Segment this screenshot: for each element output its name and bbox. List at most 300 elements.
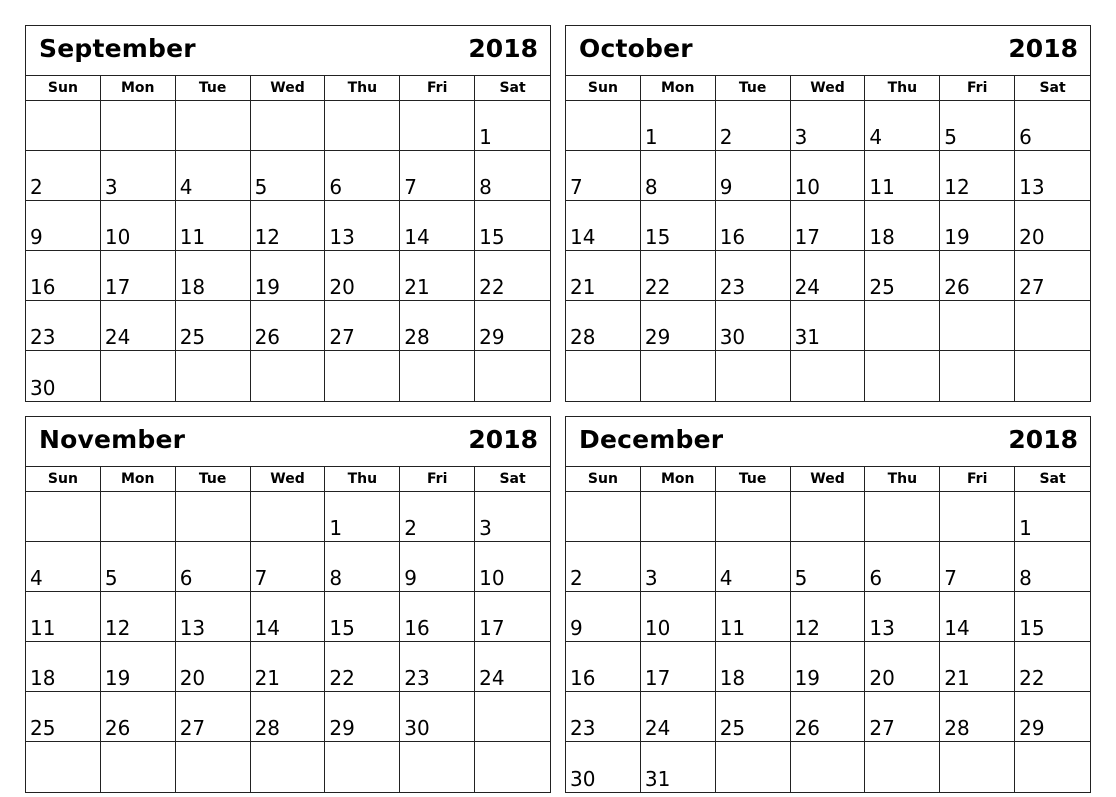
- day-cell: [475, 351, 550, 401]
- day-cell: [865, 742, 940, 792]
- day-cell: [791, 642, 866, 692]
- day-cell: [865, 101, 940, 151]
- day-cell: [865, 592, 940, 642]
- day-cell: [400, 542, 475, 592]
- day-cell: [865, 542, 940, 592]
- day-cell: [566, 492, 641, 542]
- day-number: 13: [329, 225, 355, 249]
- day-cell: [251, 592, 326, 642]
- day-number: 1: [644, 125, 658, 149]
- day-number: 12: [944, 175, 970, 199]
- day-number: 22: [329, 666, 355, 690]
- day-number: 16: [30, 275, 56, 299]
- day-cell: [716, 742, 791, 792]
- weekday-label: Wed: [251, 76, 326, 100]
- day-cell: [1015, 301, 1090, 351]
- day-cell: [716, 592, 791, 642]
- day-cell: [251, 151, 326, 201]
- day-number: 21: [254, 666, 281, 690]
- day-cell: [400, 151, 475, 201]
- day-cell: [251, 542, 326, 592]
- day-number: 3: [794, 125, 808, 149]
- day-number: 8: [644, 175, 658, 199]
- day-cell: [716, 101, 791, 151]
- day-number: 15: [479, 225, 505, 249]
- day-cell: [26, 542, 101, 592]
- day-number: 24: [794, 275, 821, 299]
- day-cell: [1015, 101, 1090, 151]
- weekday-label: Mon: [641, 467, 716, 491]
- day-cell: [566, 742, 641, 792]
- weekday-label: Sat: [499, 80, 526, 96]
- day-number: 21: [570, 275, 596, 299]
- day-cell: [176, 151, 251, 201]
- day-cell: [26, 201, 101, 251]
- day-number: 31: [794, 325, 821, 349]
- day-cell: [101, 251, 176, 301]
- day-number: 2: [404, 516, 418, 540]
- day-number: 26: [944, 275, 970, 299]
- day-number: 12: [254, 225, 281, 249]
- day-cell: [400, 101, 475, 151]
- day-number: 22: [1019, 666, 1045, 690]
- day-number: 14: [944, 616, 970, 640]
- day-cell: [716, 151, 791, 201]
- day-cell: [1015, 151, 1090, 201]
- day-cell: [101, 692, 176, 742]
- day-cell: [566, 642, 641, 692]
- weekday-label: Sun: [26, 76, 101, 100]
- day-number: 20: [869, 666, 895, 690]
- weekday-label: Thu: [865, 76, 940, 100]
- day-number: 3: [644, 566, 658, 590]
- day-number: 15: [1019, 616, 1045, 640]
- day-number: 9: [719, 175, 733, 199]
- day-number: 19: [944, 225, 970, 249]
- day-number: 26: [104, 716, 131, 740]
- weekday-label: Sat: [499, 471, 526, 487]
- day-number: 1: [479, 125, 492, 149]
- day-cell: [101, 351, 176, 401]
- day-cell: [400, 492, 475, 542]
- day-number: 7: [570, 175, 583, 199]
- day-cell: [865, 201, 940, 251]
- day-number: 3: [479, 516, 492, 540]
- day-cell: [325, 542, 400, 592]
- day-number: 6: [869, 566, 883, 590]
- day-cell: [641, 742, 716, 792]
- day-cell: [101, 151, 176, 201]
- day-cell: [325, 151, 400, 201]
- day-cell: [325, 692, 400, 742]
- day-cell: [176, 251, 251, 301]
- day-cell: [475, 101, 550, 151]
- day-number: 14: [570, 225, 596, 249]
- day-cell: [865, 151, 940, 201]
- day-cell: [791, 592, 866, 642]
- day-cell: [641, 151, 716, 201]
- day-number: 30: [719, 325, 746, 349]
- weekday-label: Tue: [716, 467, 791, 491]
- day-number: 23: [404, 666, 430, 690]
- weekday-header-row: [566, 467, 1090, 492]
- weekday-label: Sat: [1039, 471, 1066, 487]
- day-cell: [1015, 351, 1090, 401]
- day-number: 28: [404, 325, 430, 349]
- month-name: December: [579, 425, 724, 454]
- day-cell: [1015, 692, 1090, 742]
- day-cell: [101, 101, 176, 151]
- day-number: 24: [104, 325, 131, 349]
- day-cell: [641, 592, 716, 642]
- weekday-header-row: [26, 76, 550, 101]
- day-cell: [325, 101, 400, 151]
- day-cell: [475, 201, 550, 251]
- day-number: 10: [104, 225, 131, 249]
- day-cell: [1015, 201, 1090, 251]
- day-number: 10: [479, 566, 505, 590]
- day-number: 10: [794, 175, 821, 199]
- month-calendar-september: [25, 25, 551, 402]
- weekday-label: Sat: [1039, 80, 1066, 96]
- weekday-label: Mon: [101, 467, 176, 491]
- day-cell: [325, 351, 400, 401]
- day-number: 7: [944, 566, 958, 590]
- day-number: 25: [719, 716, 746, 740]
- day-number: 8: [479, 175, 492, 199]
- day-number: 23: [570, 716, 596, 740]
- day-cell: [101, 201, 176, 251]
- day-number: 19: [104, 666, 131, 690]
- month-header: [566, 417, 1090, 467]
- day-number: 18: [30, 666, 56, 690]
- day-cell: [566, 151, 641, 201]
- day-cell: [641, 542, 716, 592]
- day-number: 5: [794, 566, 808, 590]
- day-number: 20: [329, 275, 355, 299]
- day-cell: [791, 301, 866, 351]
- day-cell: [716, 642, 791, 692]
- day-cell: [641, 101, 716, 151]
- weekday-label: Thu: [325, 76, 400, 100]
- day-cell: [566, 251, 641, 301]
- day-number: 29: [644, 325, 671, 349]
- day-grid: [566, 492, 1090, 792]
- day-cell: [101, 592, 176, 642]
- day-cell: [26, 742, 101, 792]
- day-cell: [716, 351, 791, 401]
- day-cell: [566, 592, 641, 642]
- day-cell: [325, 742, 400, 792]
- day-cell: [251, 251, 326, 301]
- month-header: [26, 26, 550, 76]
- month-year: 2018: [1008, 425, 1078, 454]
- day-number: 29: [479, 325, 505, 349]
- day-number: 29: [329, 716, 355, 740]
- day-cell: [940, 542, 1015, 592]
- day-number: 31: [644, 767, 671, 791]
- day-cell: [251, 201, 326, 251]
- day-cell: [101, 642, 176, 692]
- day-cell: [940, 301, 1015, 351]
- day-number: 21: [944, 666, 970, 690]
- day-number: 23: [719, 275, 746, 299]
- day-cell: [101, 301, 176, 351]
- day-cell: [641, 492, 716, 542]
- weekday-label: Fri: [400, 76, 475, 100]
- day-cell: [940, 492, 1015, 542]
- day-cell: [791, 201, 866, 251]
- day-number: 27: [329, 325, 355, 349]
- weekday-label: Thu: [865, 467, 940, 491]
- day-number: 30: [30, 376, 56, 400]
- day-cell: [176, 101, 251, 151]
- day-cell: [641, 692, 716, 742]
- weekday-label: Wed: [791, 76, 866, 100]
- day-cell: [251, 492, 326, 542]
- day-cell: [940, 742, 1015, 792]
- day-cell: [791, 101, 866, 151]
- day-number: 7: [254, 566, 268, 590]
- day-number: 5: [104, 566, 118, 590]
- day-cell: [716, 692, 791, 742]
- day-number: 11: [869, 175, 895, 199]
- day-number: 16: [570, 666, 596, 690]
- weekday-label: Wed: [791, 467, 866, 491]
- day-number: 1: [1019, 516, 1032, 540]
- day-cell: [400, 742, 475, 792]
- day-cell: [400, 642, 475, 692]
- day-number: 13: [1019, 175, 1045, 199]
- day-cell: [176, 592, 251, 642]
- day-number: 8: [329, 566, 343, 590]
- weekday-label: Mon: [101, 76, 176, 100]
- day-cell: [176, 742, 251, 792]
- day-cell: [1015, 251, 1090, 301]
- day-cell: [325, 201, 400, 251]
- day-cell: [940, 692, 1015, 742]
- day-number: 9: [404, 566, 418, 590]
- day-cell: [176, 492, 251, 542]
- day-cell: [176, 201, 251, 251]
- day-cell: [26, 151, 101, 201]
- month-header: [26, 417, 550, 467]
- day-cell: [641, 201, 716, 251]
- day-number: 20: [179, 666, 206, 690]
- day-number: 16: [404, 616, 430, 640]
- day-cell: [940, 592, 1015, 642]
- day-cell: [400, 592, 475, 642]
- day-cell: [251, 101, 326, 151]
- day-cell: [940, 201, 1015, 251]
- month-calendar-october: [565, 25, 1091, 402]
- day-cell: [791, 251, 866, 301]
- day-cell: [641, 642, 716, 692]
- weekday-header-row: [566, 76, 1090, 101]
- day-number: 5: [254, 175, 268, 199]
- day-cell: [251, 301, 326, 351]
- day-cell: [716, 492, 791, 542]
- day-cell: [1015, 492, 1090, 542]
- day-number: 28: [570, 325, 596, 349]
- weekday-label: Fri: [940, 76, 1015, 100]
- day-number: 16: [719, 225, 746, 249]
- day-number: 4: [719, 566, 733, 590]
- month-name: October: [579, 34, 693, 63]
- day-number: 19: [254, 275, 281, 299]
- day-number: 26: [254, 325, 281, 349]
- day-cell: [791, 351, 866, 401]
- day-number: 14: [404, 225, 430, 249]
- day-cell: [26, 301, 101, 351]
- day-number: 17: [644, 666, 671, 690]
- day-cell: [641, 251, 716, 301]
- day-number: 25: [30, 716, 56, 740]
- day-cell: [940, 151, 1015, 201]
- day-cell: [176, 542, 251, 592]
- day-cell: [26, 101, 101, 151]
- day-number: 11: [719, 616, 746, 640]
- day-cell: [176, 301, 251, 351]
- day-number: 24: [479, 666, 505, 690]
- day-number: 13: [869, 616, 895, 640]
- day-cell: [101, 742, 176, 792]
- day-number: 25: [869, 275, 895, 299]
- day-cell: [475, 592, 550, 642]
- day-cell: [400, 251, 475, 301]
- day-cell: [325, 492, 400, 542]
- day-cell: [865, 492, 940, 542]
- day-number: 6: [179, 566, 193, 590]
- day-number: 22: [644, 275, 671, 299]
- day-cell: [26, 592, 101, 642]
- day-number: 4: [869, 125, 883, 149]
- weekday-label: Wed: [251, 467, 326, 491]
- day-number: 11: [30, 616, 56, 640]
- day-cell: [865, 642, 940, 692]
- day-grid: [566, 101, 1090, 401]
- day-number: 17: [104, 275, 131, 299]
- day-cell: [325, 592, 400, 642]
- day-number: 5: [944, 125, 958, 149]
- day-number: 3: [104, 175, 118, 199]
- day-cell: [475, 151, 550, 201]
- day-cell: [566, 542, 641, 592]
- day-number: 12: [104, 616, 131, 640]
- day-number: 2: [30, 175, 43, 199]
- day-cell: [566, 301, 641, 351]
- day-number: 7: [404, 175, 418, 199]
- day-number: 11: [179, 225, 206, 249]
- day-cell: [26, 251, 101, 301]
- day-cell: [176, 642, 251, 692]
- day-cell: [1015, 742, 1090, 792]
- day-number: 4: [30, 566, 43, 590]
- day-cell: [400, 692, 475, 742]
- day-number: 6: [1019, 125, 1032, 149]
- weekday-label: Thu: [325, 467, 400, 491]
- day-number: 2: [719, 125, 733, 149]
- day-number: 29: [1019, 716, 1045, 740]
- weekday-label: Tue: [176, 467, 251, 491]
- day-cell: [566, 351, 641, 401]
- day-cell: [475, 251, 550, 301]
- day-cell: [26, 492, 101, 542]
- day-cell: [566, 101, 641, 151]
- day-cell: [1015, 542, 1090, 592]
- day-number: 8: [1019, 566, 1032, 590]
- month-year: 2018: [468, 425, 538, 454]
- day-number: 9: [30, 225, 43, 249]
- weekday-label: Fri: [940, 467, 1015, 491]
- day-cell: [251, 642, 326, 692]
- day-cell: [101, 492, 176, 542]
- day-cell: [475, 492, 550, 542]
- weekday-header-row: [26, 467, 550, 492]
- weekday-label: Mon: [641, 76, 716, 100]
- day-number: 27: [869, 716, 895, 740]
- month-calendar-december: [565, 416, 1091, 793]
- day-cell: [400, 351, 475, 401]
- day-cell: [865, 351, 940, 401]
- day-cell: [325, 642, 400, 692]
- day-cell: [475, 692, 550, 742]
- day-cell: [26, 351, 101, 401]
- day-cell: [26, 642, 101, 692]
- day-cell: [791, 492, 866, 542]
- day-cell: [716, 201, 791, 251]
- day-cell: [176, 351, 251, 401]
- day-number: 25: [179, 325, 206, 349]
- day-number: 24: [644, 716, 671, 740]
- day-cell: [251, 692, 326, 742]
- day-number: 30: [570, 767, 596, 791]
- day-number: 20: [1019, 225, 1045, 249]
- day-cell: [475, 642, 550, 692]
- day-number: 28: [254, 716, 281, 740]
- day-cell: [400, 301, 475, 351]
- day-grid: [26, 101, 550, 401]
- day-cell: [1015, 592, 1090, 642]
- day-number: 4: [179, 175, 193, 199]
- day-cell: [940, 101, 1015, 151]
- day-cell: [566, 692, 641, 742]
- day-cell: [716, 301, 791, 351]
- weekday-label: Sun: [566, 76, 641, 100]
- day-number: 28: [944, 716, 970, 740]
- day-grid: [26, 492, 550, 792]
- day-number: 27: [179, 716, 206, 740]
- weekday-label: Sun: [26, 467, 101, 491]
- day-number: 18: [869, 225, 895, 249]
- day-cell: [1015, 642, 1090, 692]
- day-cell: [716, 542, 791, 592]
- day-cell: [475, 742, 550, 792]
- day-cell: [475, 542, 550, 592]
- day-number: 18: [719, 666, 746, 690]
- day-number: 15: [644, 225, 671, 249]
- day-cell: [641, 351, 716, 401]
- day-number: 2: [570, 566, 583, 590]
- day-cell: [101, 542, 176, 592]
- month-name: September: [39, 34, 196, 63]
- day-number: 10: [644, 616, 671, 640]
- weekday-label: Tue: [176, 76, 251, 100]
- weekday-label: Tue: [716, 76, 791, 100]
- day-cell: [865, 251, 940, 301]
- day-cell: [325, 301, 400, 351]
- day-cell: [251, 351, 326, 401]
